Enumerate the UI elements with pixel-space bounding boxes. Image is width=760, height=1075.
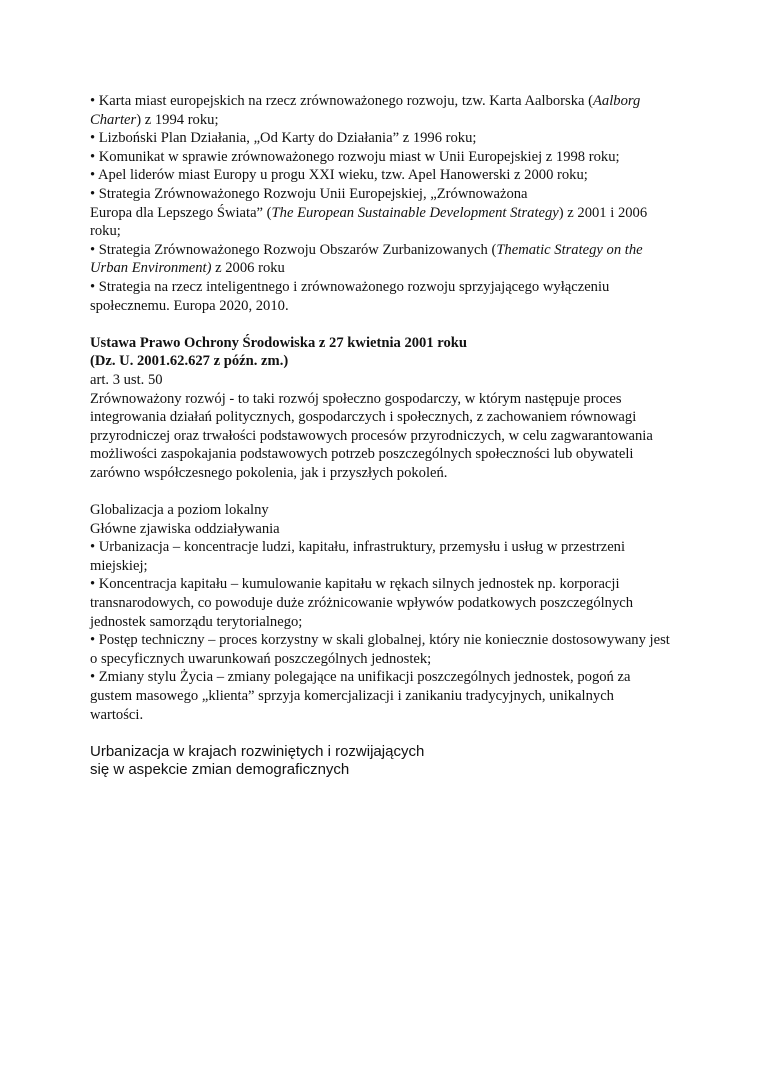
list-item: • Strategia na rzecz inteligentnego i zrównoważonego rozwoju sprzyjającego wyłączeniu społecznemu. Europa 2020, 2010. <box>90 278 610 314</box>
urbanization-heading <box>90 743 670 780</box>
law-section <box>90 334 670 483</box>
list-item: • Postęp techniczny – proces korzystny w skali globalnej, który nie koniecznie dostosowywany jest o specyficznych uwarunkowań poszczególnych jednostek; <box>90 632 670 667</box>
law-definition: Zrównoważony rozwój - to taki rozwój społeczno gospodarczy, w którym następuje proces integrowania działań politycznych, gospodarczych i społecznych, z zachowaniem równowagi przyrodniczej oraz trwałości podstawowych procesów przyrodniczych, w celu zagwarantowania możliwości zaspokajania podstawowych potrzeb poszczególnych społeczności lub obywateli zarówno współczesnego pokolenia, jak i przyszłych pokoleń. <box>90 390 653 481</box>
spacer <box>90 482 670 501</box>
list-item: • Komunikat w sprawie zrównoważonego rozwoju miast w Unii Europejskiej z 1998 roku; <box>90 148 620 165</box>
list-item: • Lizboński Plan Działania, „Od Karty do Działania” z 1996 roku; <box>90 130 477 147</box>
list-item: • Urbanizacja – koncentracje ludzi, kapitału, infrastruktury, przemysłu i usług w przestrzeni miejskiej; <box>90 539 626 574</box>
list-item: • Strategia Zrównoważonego Rozwoju Unii Europejskiej, „Zrównoważona Europa dla Lepszego Świata” (The European Sustainable Development Strategy) z 2001 i 2006 roku; <box>90 185 648 240</box>
list-item: • Koncentracja kapitału – kumulowanie kapitału w rękach silnych jednostek np. korporacji transnarodowych, co powoduje duże zróżnicowanie wpływów podatkowych poszczególnych jednostek samorządu terytorialnego; <box>90 576 634 630</box>
heading-line: się w aspekcie zmian demograficznych <box>90 761 350 779</box>
document-page <box>90 92 670 780</box>
globalization-section <box>90 501 670 724</box>
list-item: • Zmiany stylu Życia – zmiany polegające na unifikacji poszczególnych jednostek, pogoń za gustem masowego „klienta” sprzyja komercjalizacji i zanikaniu tradycyjnych, unikalnych wartości. <box>90 669 631 723</box>
law-title: Ustawa Prawo Ochrony Środowiska z 27 kwietnia 2001 roku <box>90 334 468 351</box>
section-subtitle: Główne zjawiska oddziaływania <box>90 520 280 537</box>
list-item: • Apel liderów miast Europy u progu XXI wieku, tzw. Apel Hanowerski z 2000 roku; <box>90 167 588 184</box>
spacer <box>90 724 670 743</box>
law-reference: (Dz. U. 2001.62.627 z późn. zm.) <box>90 353 289 370</box>
list-item: • Strategia Zrównoważonego Rozwoju Obszarów Zurbanizowanych (Thematic Strategy on the Urban Environment) z 2006 roku <box>90 241 643 277</box>
section-title: Globalizacja a poziom lokalny <box>90 502 269 519</box>
documents-list <box>90 92 670 315</box>
list-item: • Karta miast europejskich na rzecz zrównoważonego rozwoju, tzw. Karta Aalborska (Aalborg Charter) z 1994 roku; <box>90 93 641 128</box>
law-article: art. 3 ust. 50 <box>90 371 163 388</box>
spacer <box>90 315 670 334</box>
heading-line: Urbanizacja w krajach rozwiniętych i rozwijających <box>90 742 425 760</box>
